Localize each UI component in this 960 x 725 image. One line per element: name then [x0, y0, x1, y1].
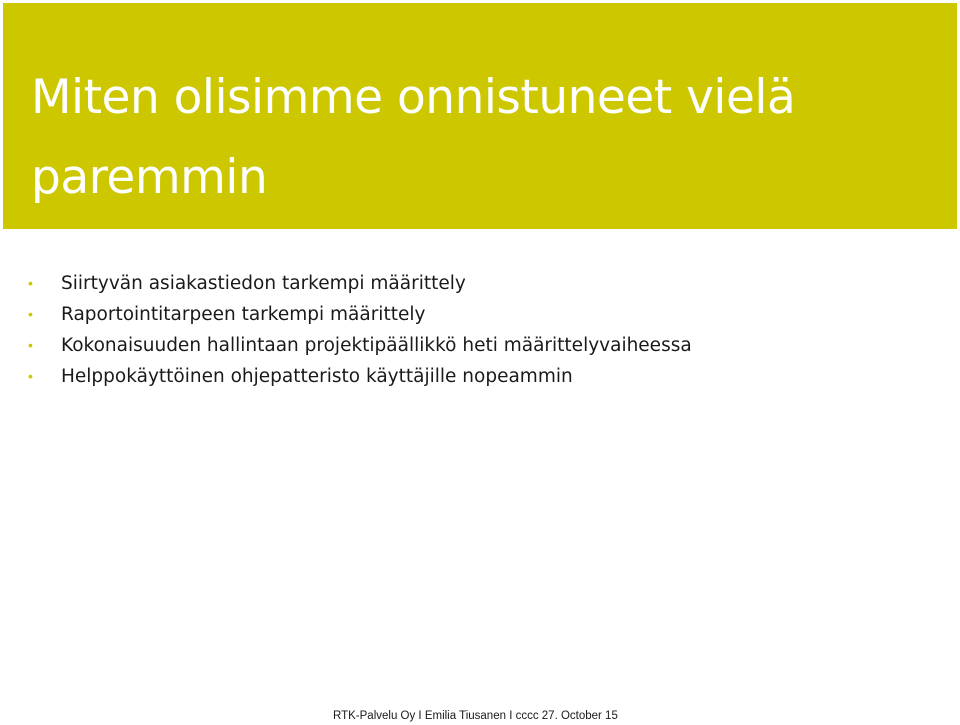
bullet-item [0, 268, 960, 299]
bullet-icon: • [28, 306, 33, 322]
slide-title: Miten olisimme onnistuneet vielä paremmin [31, 70, 796, 205]
bullet-item [0, 361, 960, 392]
slide-footer: RTK-Palvelu Oy I Emilia Tiusanen I cccc 27. October 15 [333, 710, 618, 722]
bullet-icon: • [28, 275, 33, 291]
bullet-item [0, 299, 960, 330]
bullet-text: Helppokäyttöinen ohjepatteristo käyttäjille nopeammin [61, 366, 573, 387]
bullet-text: Kokonaisuuden hallintaan projektipäällikkö heti määrittelyvaiheessa [61, 335, 692, 356]
bullet-icon: • [28, 368, 33, 384]
bullet-item [0, 330, 960, 361]
bullet-text: Raportointitarpeen tarkempi määrittely [61, 304, 426, 325]
bullet-list [0, 268, 960, 392]
bullet-text: Siirtyvän asiakastiedon tarkempi määrittely [61, 273, 466, 294]
bullet-icon: • [28, 337, 33, 353]
